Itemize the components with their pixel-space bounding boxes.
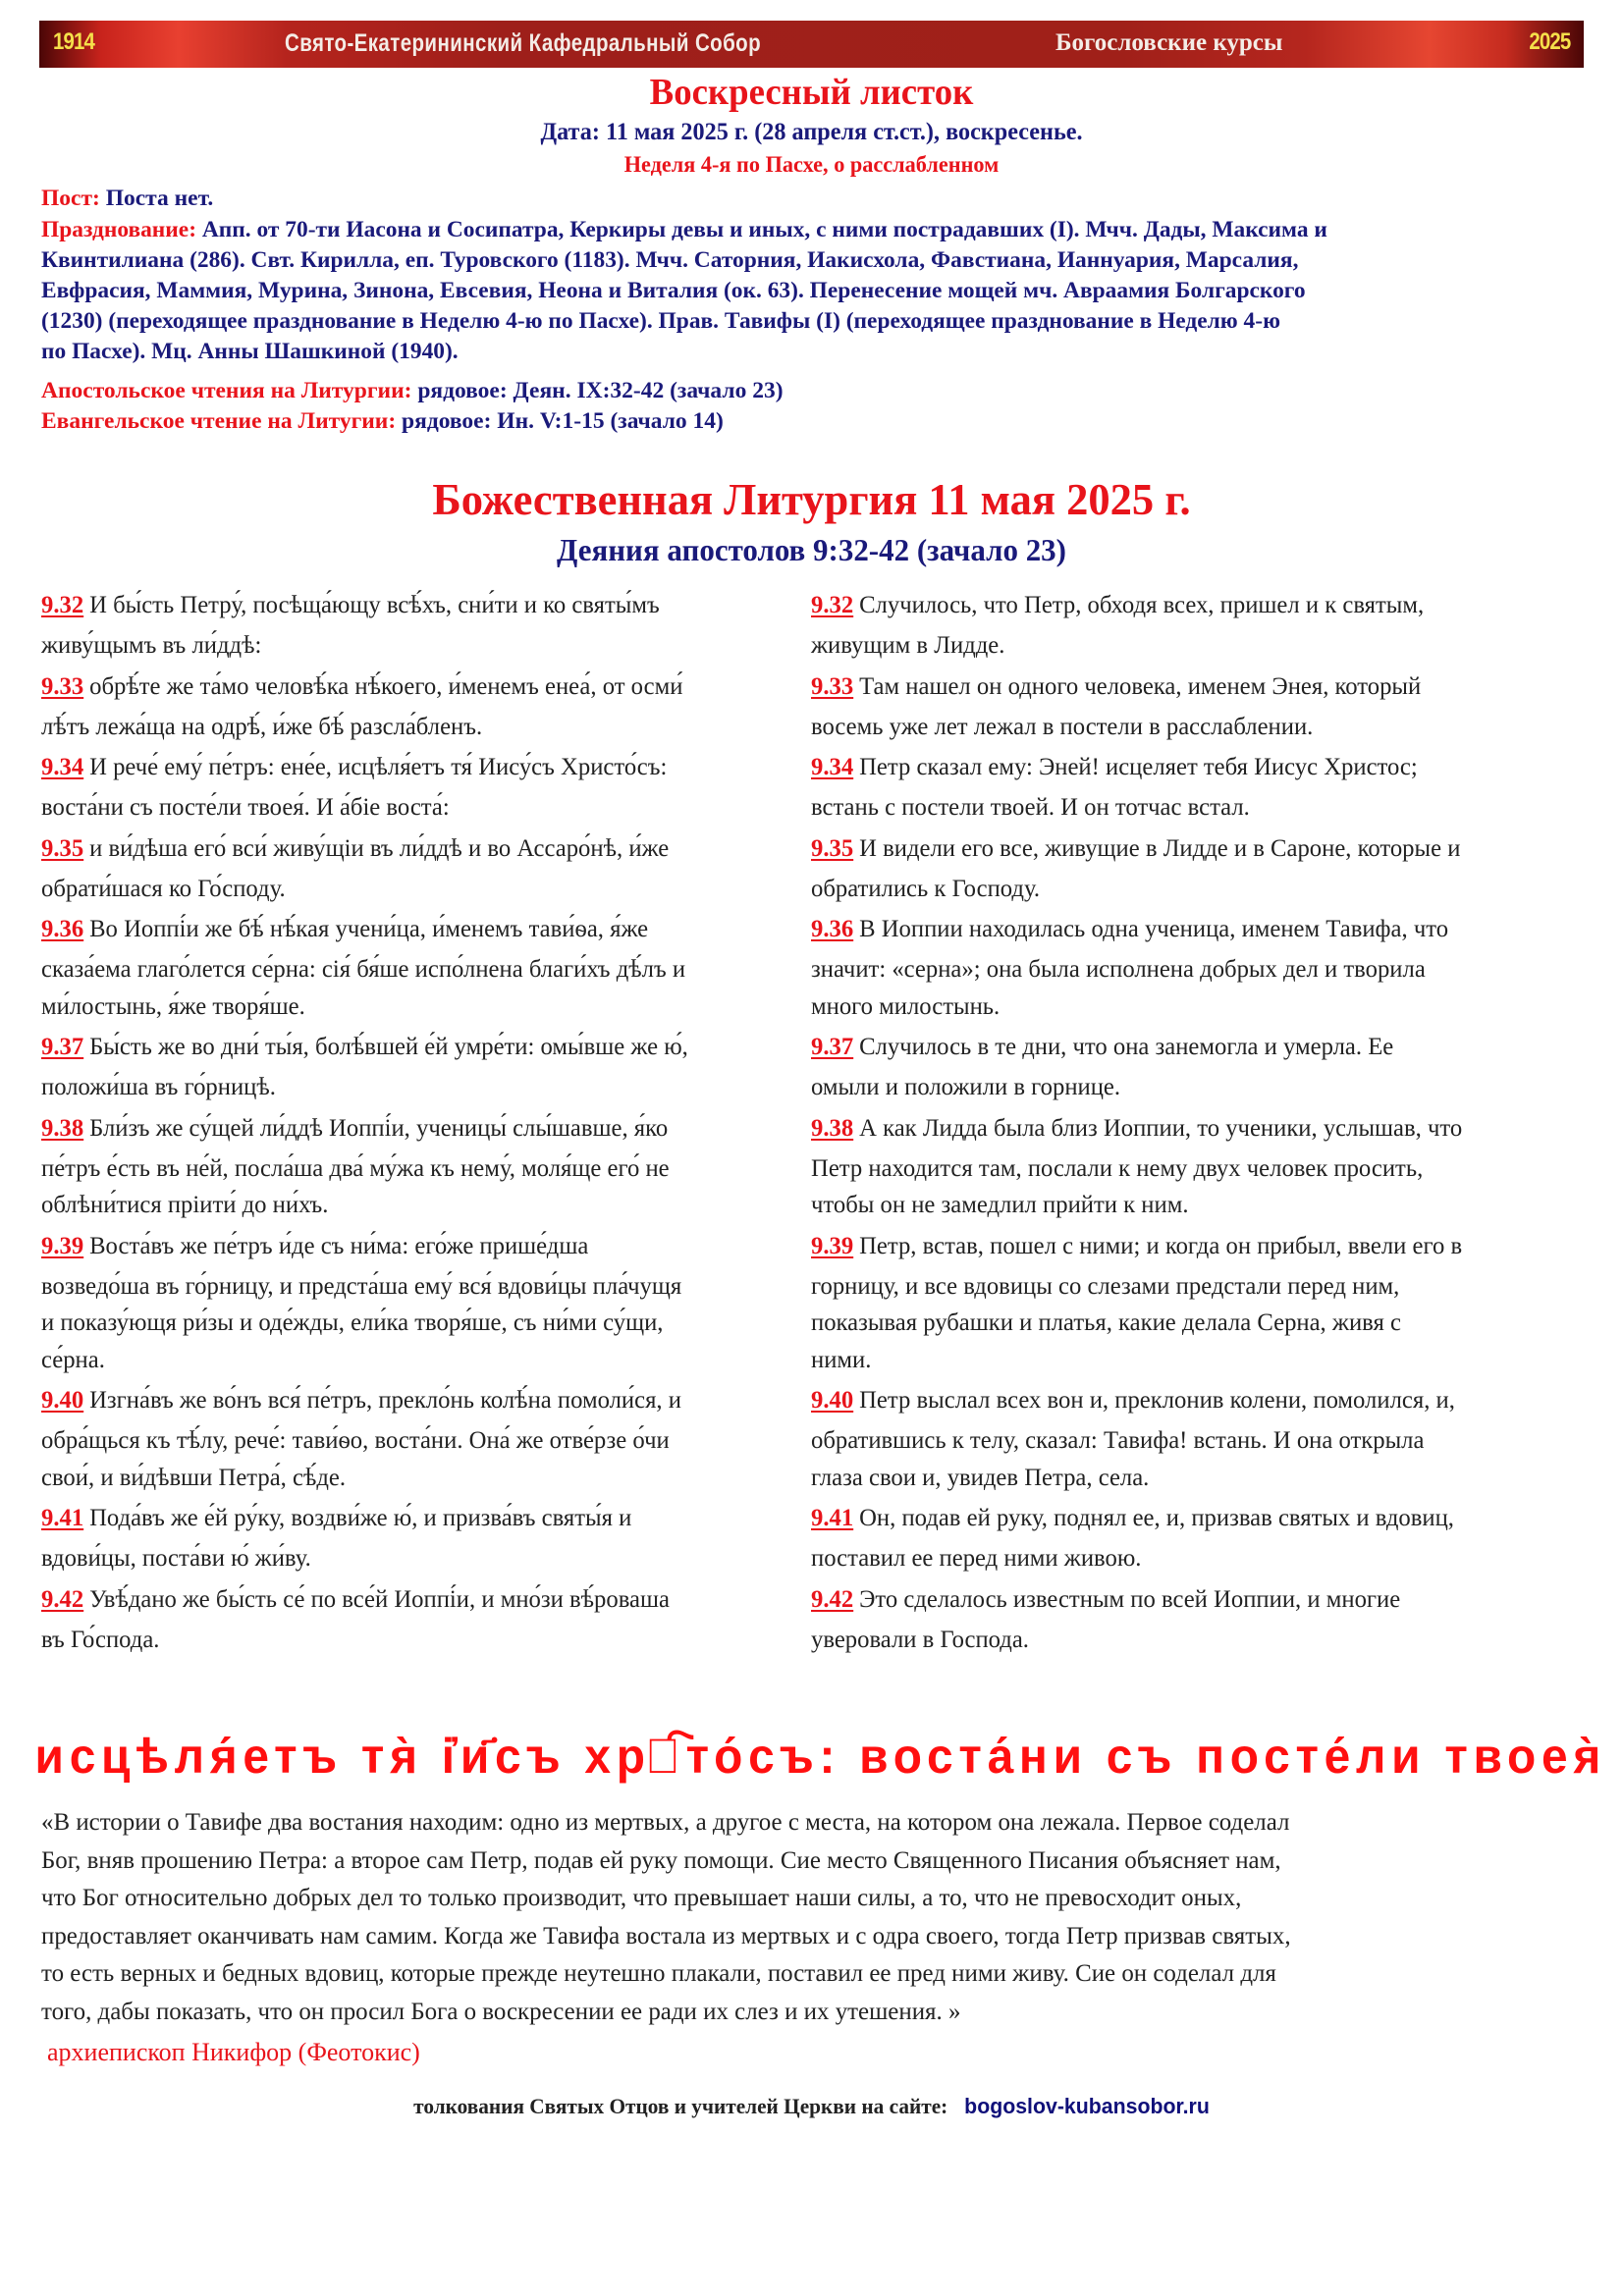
verse-text: горницу, и все вдовицы со слезами предстали перед ним, (811, 1272, 1400, 1300)
verse (41, 1378, 817, 1496)
verse-line (811, 1422, 1577, 1460)
quote-line: то есть верных и бедных вдовиц, которые прежде неутешно плакали, поставил ее пред ними живу. Сие он соделал для (41, 1960, 1276, 1987)
verse-number-link[interactable]: 9.35 (41, 834, 84, 862)
verse (41, 1106, 817, 1224)
verse-text: Случилось в те дни, что она занемогла и умерла. Ее (859, 1034, 1394, 1060)
verse-text: чтобы он не замедлил прийти к ним. (811, 1192, 1189, 1218)
verse-line (811, 665, 1577, 709)
verse-text: облѣни́тися пріити́ до ни́хъ. (41, 1192, 329, 1218)
verse-number-link[interactable]: 9.39 (41, 1232, 84, 1259)
verse-line (41, 827, 807, 871)
verse-text: живу́щымъ въ ли́ддѣ: (41, 632, 262, 659)
verse-text: свои́, и ви́дѣвши Петра́, сѣ́де. (41, 1464, 347, 1491)
banner-year-right: 2025 (1529, 28, 1570, 55)
verse-line (811, 827, 1577, 871)
verse-line (811, 1577, 1577, 1622)
verse-text: Воста́въ же пе́тръ и́де съ ни́ма: его́же прише́дша (89, 1232, 589, 1259)
verse-text: ними. (811, 1346, 872, 1373)
verse-number-link[interactable]: 9.36 (41, 916, 84, 942)
slogan: исцѣля́етъ тя̀ і҆и҃съ хрⷭ҇то́съ: воста́ни съ посте́ли твоея̀ (34, 1729, 1607, 1784)
verse-text: обра́щься къ тѣ́лу, рече́: тави́ѳо, воста́ни. Она́ же отве́рзе о́чи (41, 1427, 670, 1454)
verse-text: Во Иоппі́и же бѣ́ нѣ́кая учени́ца, и́менемъ тави́ѳа, я́же (89, 916, 649, 942)
verse-line (41, 1224, 807, 1268)
header-banner (39, 21, 1584, 68)
verse-line (41, 1577, 807, 1622)
verse-text: Пода́въ же е́й ру́ку, воздви́же ю́, и призва́въ святы́я и (89, 1505, 632, 1531)
fast-info (41, 184, 1588, 214)
verse (811, 665, 1587, 746)
verse (41, 665, 817, 746)
verse-line (41, 1025, 807, 1069)
verse-line (41, 745, 807, 789)
week-line: Неделя 4-я по Пасхе, о расслабленном (623, 152, 1000, 177)
verse-line (41, 1540, 807, 1577)
verse-text: и ви́дѣша его́ вси́ живу́щіи въ ли́ддѣ и во Ассаро́нѣ, и́же (89, 834, 670, 862)
feast-label: Празднование: (41, 217, 197, 242)
verse (811, 1025, 1587, 1106)
verse-number-link[interactable]: 9.34 (41, 754, 84, 780)
verse-line (811, 951, 1577, 988)
verse-number-link[interactable]: 9.36 (811, 916, 854, 942)
verse-number-link[interactable]: 9.35 (811, 834, 854, 862)
verse (41, 1224, 817, 1379)
verse-line (811, 1224, 1577, 1268)
verse-number-link[interactable]: 9.34 (811, 754, 854, 780)
verse-number-link[interactable]: 9.33 (41, 672, 84, 700)
verse-text: Петр сказал ему: Эней! исцеляет тебя Иисус Христос; (859, 754, 1418, 780)
verse-number-link[interactable]: 9.38 (41, 1114, 84, 1142)
verse-text: И рече́ ему́ пе́тръ: ене́е, исцѣля́етъ тя́ Иису́съ Христо́съ: (89, 754, 668, 780)
verse-number-link[interactable]: 9.33 (811, 672, 854, 700)
banner-cathedral-name: Свято-Екатерининский Кафедральный Собор (285, 29, 762, 57)
verse (41, 1496, 817, 1577)
verse (811, 907, 1587, 1025)
verse-text: поставил ее перед ними живою. (811, 1545, 1142, 1572)
verse-text: восемь уже лет лежал в постели в расслаблении. (811, 713, 1314, 740)
verse (811, 583, 1587, 665)
verse-line (41, 1378, 807, 1422)
verse-text: обратились к Господу. (811, 875, 1041, 902)
verse-line (41, 1460, 807, 1497)
verse-line (41, 627, 807, 665)
verse-line (811, 1460, 1577, 1497)
verse-number-link[interactable]: 9.40 (811, 1387, 854, 1414)
verse-text: Петр находится там, послали к нему двух человек просить, (811, 1154, 1424, 1182)
feast-line: Евфрасия, Маммия, Мурина, Зинона, Евсевия, Неона и Виталия (ок. 63). Перенесение мощей мч. Авраамия Болгарского (41, 278, 1306, 303)
verse-line (41, 907, 807, 951)
verse (811, 827, 1587, 908)
verse-text: Петр выслал всех вон и, преклонив колени, помолился, и, (859, 1387, 1455, 1414)
verse-line (811, 1305, 1577, 1342)
date-line: Дата: 11 мая 2025 г. (28 апреля ст.ст.), воскресенье. (540, 119, 1083, 145)
verse-text: обрати́шася ко Го́споду. (41, 875, 286, 902)
verse (811, 1577, 1587, 1659)
verse-line (811, 1106, 1577, 1150)
verse-line (41, 1305, 807, 1342)
verse-text: значит: «серна»; она была исполнена добрых дел и творила (811, 956, 1426, 983)
verse-text: живущим в Лидде. (811, 632, 1005, 659)
verse-text: глаза свои и, увидев Петра, села. (811, 1464, 1150, 1491)
quote-line: «В истории о Тавифе два востания находим: одно из мертвых, а другое с места, на котором она лежала. Первое соделал (41, 1809, 1290, 1836)
verse-text: и показу́ющя ри́зы и оде́жды, ели́ка творя́ше, съ ни́ми су́щи, (41, 1309, 664, 1336)
verse-text: сказа́ема глаго́лется се́рна: сія́ бя́ше испо́лнена благи́хъ дѣ́лъ и (41, 956, 686, 983)
verse-text: вдови́цы, поста́ви ю́ жи́ву. (41, 1545, 311, 1572)
verse (41, 1025, 817, 1106)
verse-text: Петр, встав, пошел с ними; и когда он прибыл, ввели его в (859, 1232, 1463, 1259)
quote-line: предоставляет оканчивать нам самим. Когда же Тавифа востала из мертвых и с одра своего, тогда Петр призвав святых, (41, 1922, 1291, 1949)
fast-label: Пост: (41, 186, 100, 211)
verse (811, 1106, 1587, 1224)
verse-text: И видели его все, живущие в Лидде и в Сароне, которые и (859, 834, 1461, 862)
verse (41, 1577, 817, 1659)
verse-text: лѣ́тъ лежа́ща на одрѣ́, и́же бѣ́ разсла́бленъ. (41, 713, 483, 740)
verse-line (41, 871, 807, 908)
verse-line (811, 709, 1577, 746)
verse-line (41, 665, 807, 709)
verse-line (811, 1187, 1577, 1224)
verse-text: Там нашел он одного человека, именем Энея, который (859, 672, 1422, 700)
verse-line (41, 1268, 807, 1306)
verse-number-link[interactable]: 9.37 (811, 1034, 854, 1060)
verse-line (811, 871, 1577, 908)
website-link[interactable]: bogoslov-kubansobor.ru (964, 2094, 1210, 2118)
verse-text: обрѣ́те же та́мо человѣ́ка нѣ́коего, и́менемъ енеа́, от осми́ (89, 672, 683, 700)
verse-line (811, 1342, 1577, 1379)
verse-line (811, 1540, 1577, 1577)
verse-number-link[interactable]: 9.32 (41, 592, 84, 618)
verse-number-link[interactable]: 9.32 (811, 592, 854, 618)
verse-text: Увѣ́дано же бы́сть се́ по все́й Иоппі́и, и мно́зи вѣ́роваша (89, 1585, 670, 1613)
verse-text: встань с постели твоей. И он тотчас встал. (811, 794, 1250, 821)
quote-line: что Бог относительно добрых дел то только производит, что превышает наши силы, а то, что не превосходит оных, (41, 1885, 1242, 1911)
verse-number-link[interactable]: 9.39 (811, 1232, 854, 1259)
footer (26, 2094, 1596, 2119)
apostle-label: Апостольское чтения на Литургии: (41, 378, 412, 403)
verse-line (41, 1422, 807, 1460)
verse (811, 1224, 1587, 1379)
gospel-reading (41, 406, 1588, 437)
verse-number-link[interactable]: 9.41 (811, 1505, 854, 1531)
verse-text: Он, подав ей руку, поднял ее, и, призвав святых и вдовиц, (859, 1505, 1454, 1531)
feast-line: (1230) (переходящее празднование в Неделю 4-ю по Пасхе). Прав. Тавифы (I) (переходящее празднование в Неделю 4-ю (41, 308, 1280, 334)
verse-text: пе́тръ е́сть въ не́й, посла́ша два́ му́жа къ нему́, моля́ще его́ не (41, 1154, 670, 1182)
verse-line (811, 583, 1577, 627)
reading-heading: Деяния апостолов 9:32-42 (зачало 23) (557, 532, 1066, 567)
banner-year-left: 1914 (53, 28, 94, 55)
verse-text: А как Лидда была близ Иоппии, то ученики, услышав, что (859, 1114, 1463, 1142)
verse (811, 745, 1587, 827)
verse-text: обратившись к телу, сказал: Тавифа! встань. И она открыла (811, 1427, 1425, 1454)
verse-line (811, 907, 1577, 951)
verse-text: много милостынь. (811, 992, 1001, 1020)
verse-line (811, 789, 1577, 827)
verse-number-link[interactable]: 9.37 (41, 1034, 84, 1060)
feast-line: по Пасхе). Мц. Анны Шашкиной (1940). (41, 339, 459, 364)
verse-line (811, 627, 1577, 665)
verse-text: се́рна. (41, 1346, 105, 1373)
verse-text: Это сделалось известным по всей Иоппии, и многие (859, 1585, 1401, 1613)
verse-line (811, 1268, 1577, 1306)
verse-line (811, 1378, 1577, 1422)
verse-line (811, 1622, 1577, 1659)
banner-courses: Богословские курсы (1055, 29, 1283, 56)
verse-line (811, 988, 1577, 1026)
verse (41, 583, 817, 665)
verse-number-link[interactable]: 9.41 (41, 1505, 84, 1531)
feast-line: Апп. от 70-ти Иасона и Сосипатра, Керкиры девы и иных, с ними пострадавших (I). Мчч. Дады, Максима и (201, 217, 1327, 242)
verse-number-link[interactable]: 9.42 (41, 1585, 84, 1613)
verse-text: воста́ни съ посте́ли твоея́. И а́біе воста́: (41, 794, 450, 821)
verse-line (41, 1069, 807, 1106)
verse-line (41, 988, 807, 1026)
footer-text: толкования Святых Отцов и учителей Церкви на сайте: (413, 2094, 948, 2118)
verse-line (811, 1150, 1577, 1188)
fast-value: Поста нет. (105, 186, 214, 211)
verse-text: ми́лостынь, я́же творя́ше. (41, 992, 305, 1020)
feast-info (41, 215, 1588, 367)
verse-line (811, 745, 1577, 789)
quote-author: архиепископ Никифор (Феотокис) (47, 2038, 420, 2066)
verse-number-link[interactable]: 9.42 (811, 1585, 854, 1613)
commentary-quote (41, 1804, 1588, 2031)
verse-line (41, 1496, 807, 1540)
verse-text: положи́ша въ го́рницѣ. (41, 1074, 276, 1100)
verse (41, 907, 817, 1025)
verse-line (41, 583, 807, 627)
liturgy-heading: Божественная Литургия 11 мая 2025 г. (432, 474, 1191, 524)
verse-text: В Иоппии находилась одна ученица, именем Тавифа, что (859, 916, 1449, 942)
gospel-label: Евангельское чтение на Литугии: (41, 408, 397, 434)
russian-column (811, 583, 1587, 1658)
verse-text: Бли́зъ же су́щей ли́ддѣ Иоппі́и, ученицы́ слы́шавше, я́ко (89, 1114, 669, 1142)
verse-line (41, 1106, 807, 1150)
verse-text: показывая рубашки и платья, какие делала Серна, живя с (811, 1309, 1401, 1336)
verse-line (41, 709, 807, 746)
verse-number-link[interactable]: 9.40 (41, 1387, 84, 1414)
verse-line (41, 1187, 807, 1224)
verse-text: Случилось, что Петр, обходя всех, пришел и к святым, (859, 592, 1425, 618)
verse-line (41, 1342, 807, 1379)
verse-line (41, 1150, 807, 1188)
verse-number-link[interactable]: 9.38 (811, 1114, 854, 1142)
feast-line: Квинтилиана (286). Свт. Кирилла, еп. Туровского (1183). Мчч. Саторния, Иакисхола, Фавстиана, Ианнуария, Марсалия, (41, 247, 1299, 273)
verse-line (41, 789, 807, 827)
page-title: Воскресный листок (649, 72, 974, 113)
verse (41, 745, 817, 827)
verse-text: уверовали в Господа. (811, 1626, 1029, 1653)
verse (811, 1496, 1587, 1577)
verse (41, 827, 817, 908)
verse-text: возведо́ша въ го́рницу, и предста́ша ему́ вся́ вдови́цы пла́чущя (41, 1272, 682, 1300)
verse-text: И бы́сть Петру́, посѣща́ющу всѣ́хъ, сни́ти и ко святы́мъ (89, 592, 660, 618)
verse-line (41, 1622, 807, 1659)
verse-line (811, 1069, 1577, 1106)
verse-text: въ Го́спода. (41, 1626, 160, 1653)
verse-line (811, 1496, 1577, 1540)
apostle-value: рядовое: Деян. IX:32-42 (зачало 23) (417, 378, 784, 403)
verse-text: Изгна́въ же во́нъ вся́ пе́тръ, прекло́нь колѣ́на помоли́ся, и (89, 1387, 681, 1414)
verse-text: Бы́сть же во дни́ ты́я, болѣ́вшей е́й умре́ти: омы́вше же ю́, (89, 1034, 688, 1060)
gospel-value: рядовое: Ин. V:1-15 (зачало 14) (402, 408, 724, 434)
verse (811, 1378, 1587, 1496)
verse-text: омыли и положили в горнице. (811, 1074, 1121, 1100)
verse-line (811, 1025, 1577, 1069)
quote-line: Бог, вняв прошению Петра: а второе сам Петр, подав ей руку помощи. Сие место Священного Писания объясняет нам, (41, 1846, 1281, 1874)
slavonic-column (41, 583, 817, 1658)
quote-line: того, дабы показать, что он просил Бога о воскресении ее ради их слез и их утешения. » (41, 1998, 961, 2025)
verse-line (41, 951, 807, 988)
apostle-reading (41, 376, 1588, 406)
